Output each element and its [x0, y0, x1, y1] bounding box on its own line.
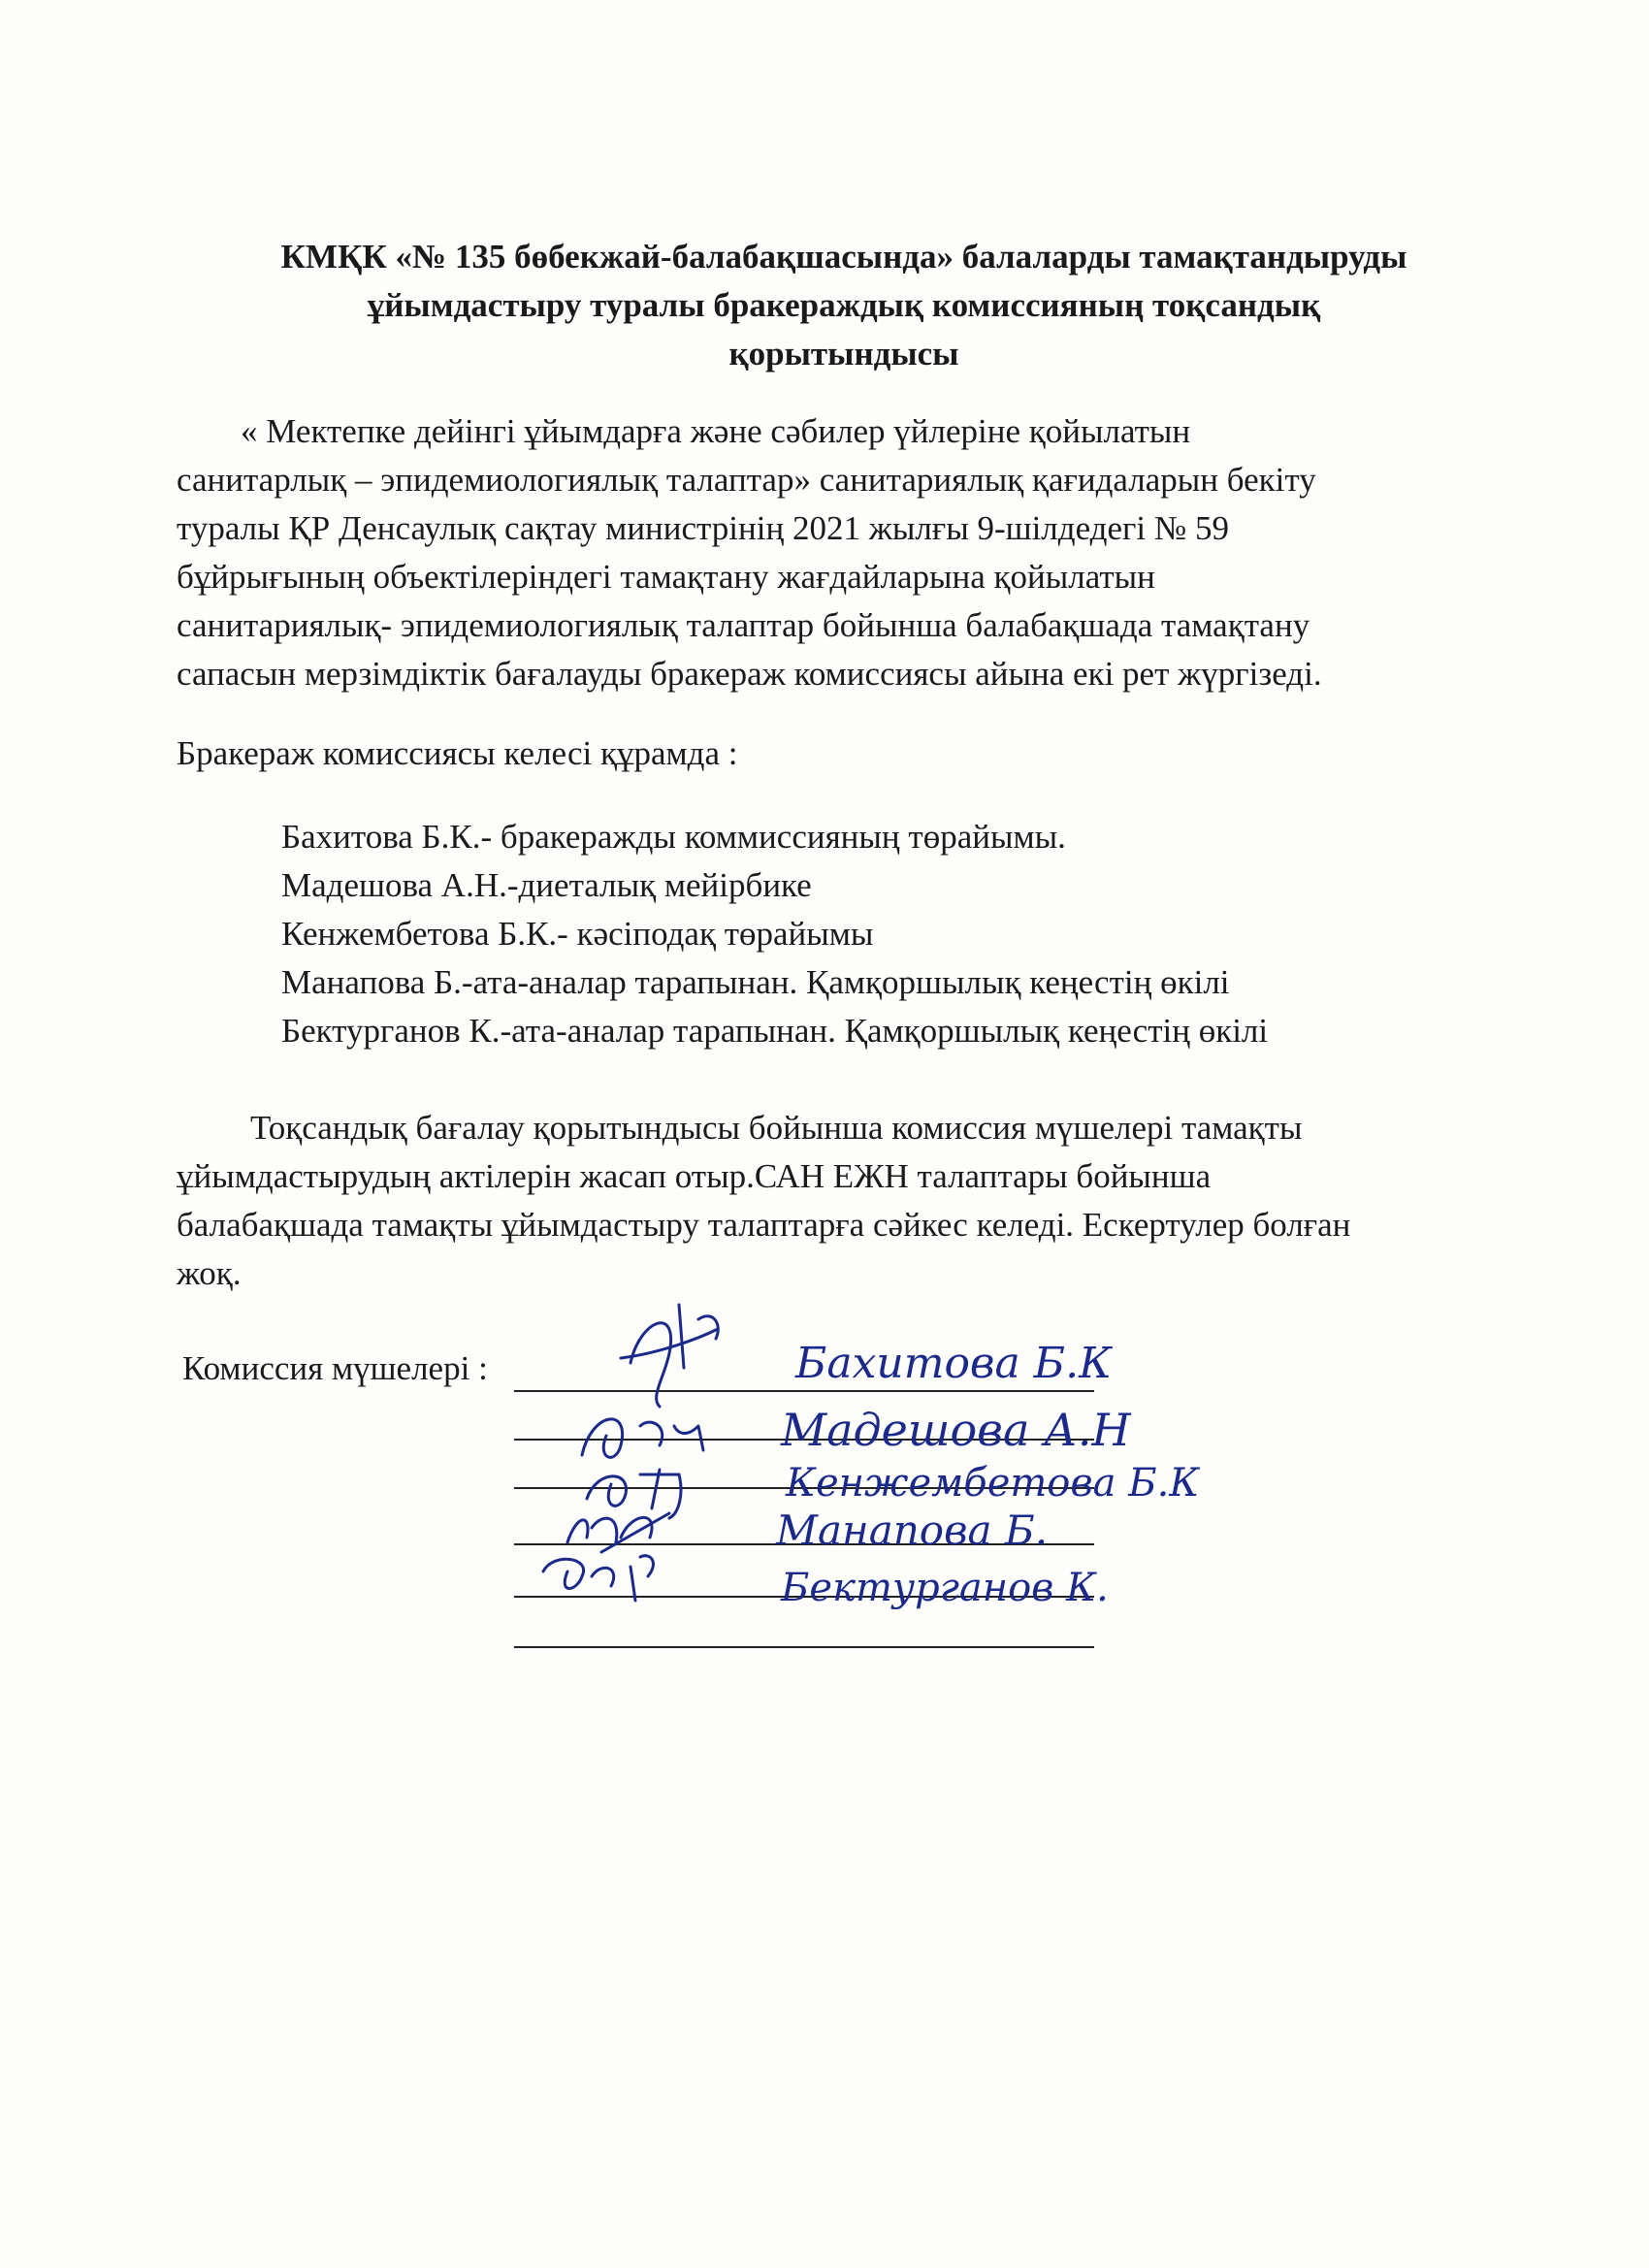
member-item: Мадешова А.Н.-диеталық мейірбике [281, 866, 812, 904]
conclusion-line: жоқ. [177, 1254, 242, 1292]
intro-line: сапасын мерзімдіктік бағалауды бракераж комиссиясы айына екі рет жүргізеді. [177, 655, 1322, 693]
handwritten-name-2: Мадешова А.Н [781, 1404, 1131, 1456]
member-item: Кенжембетова Б.К.- кәсіподақ төрайымы [281, 915, 874, 953]
intro-line: бұйрығының объектілеріндегі тамақтану жағдайларына қойылатын [177, 558, 1155, 596]
intro-line: туралы ҚР Денсаулық сақтау министрінің 2021 жылғы 9-шілдедегі № 59 [177, 509, 1229, 547]
signature-label: Комиссия мүшелері : [182, 1349, 488, 1387]
composition-label-text: Бракераж комиссиясы келесі құрамда : [177, 734, 738, 772]
handwritten-name-1: Бахитова Б.К [795, 1339, 1113, 1388]
signature-scribble-4 [567, 1513, 669, 1552]
member-item: Бектурганов К.-ата-аналар тарапынан. Қамқоршылық кеңестің өкілі [281, 1012, 1269, 1050]
intro-line: санитарлық – эпидемиологиялық талаптар» санитариялық қағидаларын бекіту [177, 461, 1316, 499]
title-line-2: ұйымдастыру туралы бракераждық комиссияның тоқсандық [367, 286, 1321, 324]
intro-line: « Мектепке дейінгі ұйымдарға және сәбилер үйлеріне қойылатын [241, 412, 1191, 450]
signature-scribble-2 [582, 1419, 703, 1457]
conclusion-line: балабақшада тамақты ұйымдастыру талаптарға сәйкес келеді. Ескертулер болған [177, 1206, 1351, 1244]
handwritten-name-4: Манапова Б. [776, 1507, 1049, 1554]
signature-scribble-5 [543, 1556, 653, 1601]
handwritten-name-3: Кенжембетова Б.К [786, 1461, 1200, 1506]
conclusion-line: Тоқсандық бағалау қорытындысы бойынша комиссия мүшелері тамақты [250, 1109, 1303, 1147]
signature-scribble-1 [621, 1305, 718, 1407]
member-item: Бахитова Б.К.- бракеражды коммиссияның төрайымы. [281, 818, 1066, 856]
member-item: Манапова Б.-ата-аналар тарапынан. Қамқоршылық кеңестің өкілі [281, 963, 1230, 1001]
title-line-1: КМҚК «№ 135 бөбекжай-балабақшасында» балаларды тамақтандыруды [280, 238, 1407, 275]
conclusion-line: ұйымдастырудың актілерін жасап отыр.САН ЕЖН талаптары бойынша [177, 1157, 1212, 1195]
signature-scribble-3 [587, 1470, 681, 1518]
title-line-3: қорытындысы [728, 335, 959, 373]
handwritten-name-5: Бектурганов К. [781, 1566, 1109, 1610]
intro-line: санитариялық- эпидемиологиялық талаптар бойынша балабақшада тамақтану [177, 606, 1310, 644]
